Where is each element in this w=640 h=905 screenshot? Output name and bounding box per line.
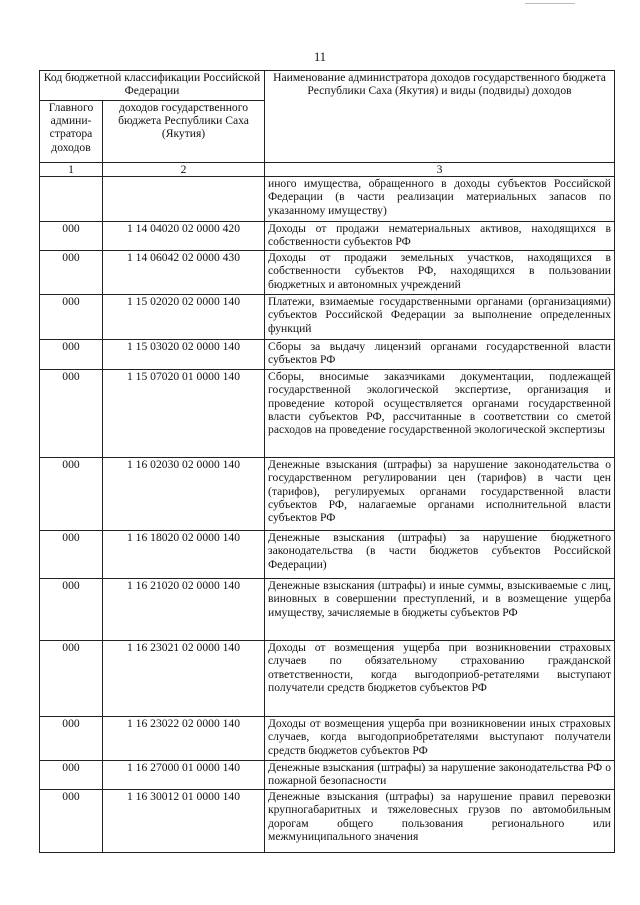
admin-code-cell: 000: [40, 251, 103, 295]
income-name-cell: Денежные взыскания (штрафы) за нарушение законодательства РФ о пожарной безопасности: [265, 761, 615, 790]
income-name-cell: Денежные взыскания (штрафы) за нарушение законодательства о государственном регулировании цен (тарифов) в части цен (тарифов), регулируемых органами государственной власти субъектов РФ, налагаемые органами исполнительной власти субъектов РФ: [265, 458, 615, 531]
income-name-cell: Платежи, взимаемые государственными органами (организациями) субъектов Российской Федерации за выполнение определенных функций: [265, 295, 615, 340]
table-row: [40, 531, 615, 579]
page-number: 11: [313, 50, 327, 64]
income-name-cell: Доходы от продажи нематериальных активов, находящихся в собственности субъектов РФ: [265, 222, 615, 251]
admin-code-cell: 000: [40, 717, 103, 761]
income-code-cell: 1 15 07020 01 0000 140: [103, 370, 265, 458]
admin-code-cell: [40, 177, 103, 222]
income-code-cell: 1 15 03020 02 0000 140: [103, 340, 265, 370]
scan-mark: [525, 3, 575, 4]
income-name-cell: Денежные взыскания (штрафы) за нарушение правил перевозки крупногабаритных и тяжеловесных грузов по автомобильным дорогам общего пользования регионального или межмуниципального значения: [265, 790, 615, 853]
admin-code-cell: 000: [40, 531, 103, 579]
admin-code-cell: 000: [40, 340, 103, 370]
column-number-1: 1: [40, 163, 103, 177]
admin-code-cell: 000: [40, 370, 103, 458]
income-name-cell: Сборы, вносимые заказчиками документации, подлежащей государственной экологической экспертизе, организация и проведение которой осуществляется органами государственной власти субъектов РФ, рассчитанные в соответствии со сметой расходов на проведение государственной экологической экспертизы: [265, 370, 615, 458]
income-code-cell: 1 14 04020 02 0000 420: [103, 222, 265, 251]
admin-code-cell: 000: [40, 295, 103, 340]
income-name-cell: Доходы от продажи земельных участков, находящихся в собственности субъектов РФ, находящихся в пользовании бюджетных и автономных учреждений: [265, 251, 615, 295]
column-number-2: 2: [103, 163, 265, 177]
income-name-cell: Денежные взыскания (штрафы) и иные суммы, взыскиваемые с лиц, виновных в совершении преступлений, и в возмещение ущерба имуществу, зачисляемые в бюджеты субъектов РФ: [265, 579, 615, 641]
admin-code-cell: 000: [40, 579, 103, 641]
table-row: [40, 641, 615, 717]
header-admin: Главного админи-стратора доходов: [40, 101, 103, 163]
table-row: [40, 251, 615, 295]
table-row: [40, 222, 615, 251]
table-body: [40, 177, 615, 853]
column-number-3: 3: [265, 163, 615, 177]
income-code-cell: 1 16 23021 02 0000 140: [103, 641, 265, 717]
income-code-cell: 1 14 06042 02 0000 430: [103, 251, 265, 295]
table-row: [40, 340, 615, 370]
income-code-cell: 1 15 02020 02 0000 140: [103, 295, 265, 340]
header-name: Наименование администратора доходов государственного бюджета Республики Саха (Якутия) и виды (подвиды) доходов: [265, 71, 615, 163]
income-code-cell: 1 16 30012 01 0000 140: [103, 790, 265, 853]
admin-code-cell: 000: [40, 790, 103, 853]
table-row: [40, 761, 615, 790]
table-row: [40, 579, 615, 641]
income-code-cell: 1 16 02030 02 0000 140: [103, 458, 265, 531]
table-row: [40, 717, 615, 761]
admin-code-cell: 000: [40, 641, 103, 717]
income-name-cell: иного имущества, обращенного в доходы субъектов Российской Федерации (в части реализации материальных запасов по указанному имуществу): [265, 177, 615, 222]
table-row: [40, 177, 615, 222]
income-name-cell: Доходы от возмещения ущерба при возникновении страховых случаев по обязательному страхованию гражданской ответственности, когда выгодоприоб-ретателями выступают получатели средств бюджетов субъектов РФ: [265, 641, 615, 717]
income-code-cell: 1 16 18020 02 0000 140: [103, 531, 265, 579]
table-row: [40, 295, 615, 340]
admin-code-cell: 000: [40, 222, 103, 251]
admin-code-cell: 000: [40, 458, 103, 531]
income-name-cell: Денежные взыскания (штрафы) за нарушение бюджетного законодательства (в части бюджетов субъектов Российской Федерации): [265, 531, 615, 579]
header-classification-code: Код бюджетной классификации Российской Федерации: [40, 71, 265, 101]
header-income-code: доходов государственного бюджета Республики Саха (Якутия): [103, 101, 265, 163]
admin-code-cell: 000: [40, 761, 103, 790]
budget-classification-table: [39, 70, 615, 853]
income-name-cell: Сборы за выдачу лицензий органами государственной власти субъектов РФ: [265, 340, 615, 370]
income-code-cell: [103, 177, 265, 222]
income-code-cell: 1 16 21020 02 0000 140: [103, 579, 265, 641]
income-code-cell: 1 16 23022 02 0000 140: [103, 717, 265, 761]
table-row: [40, 370, 615, 458]
income-code-cell: 1 16 27000 01 0000 140: [103, 761, 265, 790]
table-row: [40, 458, 615, 531]
table-row: [40, 790, 615, 853]
income-name-cell: Доходы от возмещения ущерба при возникновении иных страховых случаев, когда выгодоприобретателями выступают получатели средств бюджетов субъектов РФ: [265, 717, 615, 761]
